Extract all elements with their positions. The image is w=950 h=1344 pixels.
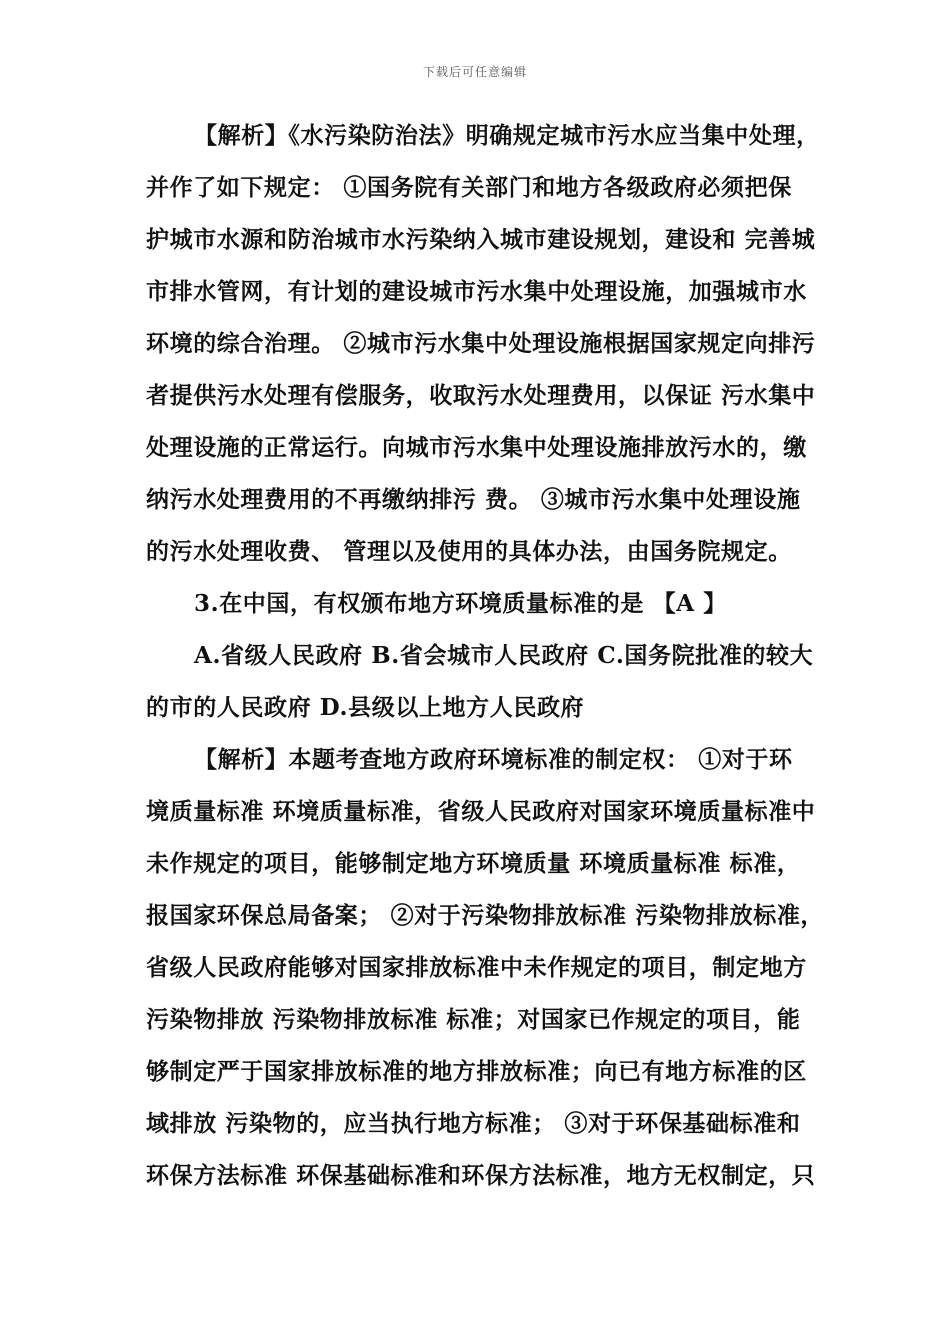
text-line: 纳污水处理费用的不再缴纳排污 费。 ③城市污水集中处理设施 bbox=[146, 486, 801, 513]
text-line: 域排放 污染物的，应当执行地方标准； ③对于环保基础标准和 bbox=[146, 1110, 801, 1137]
page-header: 下载后可任意编辑 bbox=[422, 65, 527, 79]
options-line: 的市的人民政府 D.县级以上地方人民政府 bbox=[146, 694, 585, 721]
text-line: 境质量标准 环境质量标准，省级人民政府对国家环境质量标准中 bbox=[146, 798, 816, 825]
text-line: 环境的综合治理。 ②城市污水集中处理设施根据国家规定向排污 bbox=[146, 330, 816, 357]
text-line: 够制定严于国家排放标准的地方排放标准；向已有地方标准的区 bbox=[146, 1058, 807, 1085]
text-line: 省级人民政府能够对国家排放标准中未作规定的项目，制定地方 bbox=[146, 954, 807, 981]
text-line: 并作了如下规定： ①国务院有关部门和地方各级政府必须把保 bbox=[146, 174, 792, 201]
text-line: 处理设施的正常运行。向城市污水集中处理设施排放污水的，缴 bbox=[146, 434, 807, 461]
text-line: 污染物排放 污染物排放标准 标准；对国家已作规定的项目，能 bbox=[146, 1006, 801, 1033]
text-line: 【解析】本题考查地方政府环境标准的制定权： ①对于环 bbox=[194, 746, 793, 773]
text-line: 未作规定的项目，能够制定地方环境质量 环境质量标准 标准， bbox=[146, 850, 801, 877]
options-line: A.省级人民政府 B.省会城市人民政府 C.国务院批准的较大 bbox=[194, 642, 814, 669]
text-line: 护城市水源和防治城市水污染纳入城市建设规划，建设和 完善城 bbox=[146, 226, 816, 253]
text-line: 的污水处理收费、 管理以及使用的具体办法，由国务院规定。 bbox=[146, 538, 792, 565]
question-line: 3.在中国，有权颁布地方环境质量标准的是 【A 】 bbox=[194, 590, 727, 617]
text-line: 报国家环保总局备案； ②对于污染物排放标准 污染物排放标准， bbox=[146, 902, 825, 929]
text-line: 【解析】《水污染防治法》明确规定城市污水应当集中处理， bbox=[194, 122, 820, 149]
text-line: 环保方法标准 环保基础标准和环保方法标准，地方无权制定，只 bbox=[146, 1162, 816, 1189]
text-line: 者提供污水处理有偿服务，收取污水处理费用，以保证 污水集中 bbox=[146, 382, 816, 409]
text-line: 市排水管网，有计划的建设城市污水集中处理设施，加强城市水 bbox=[146, 278, 807, 305]
